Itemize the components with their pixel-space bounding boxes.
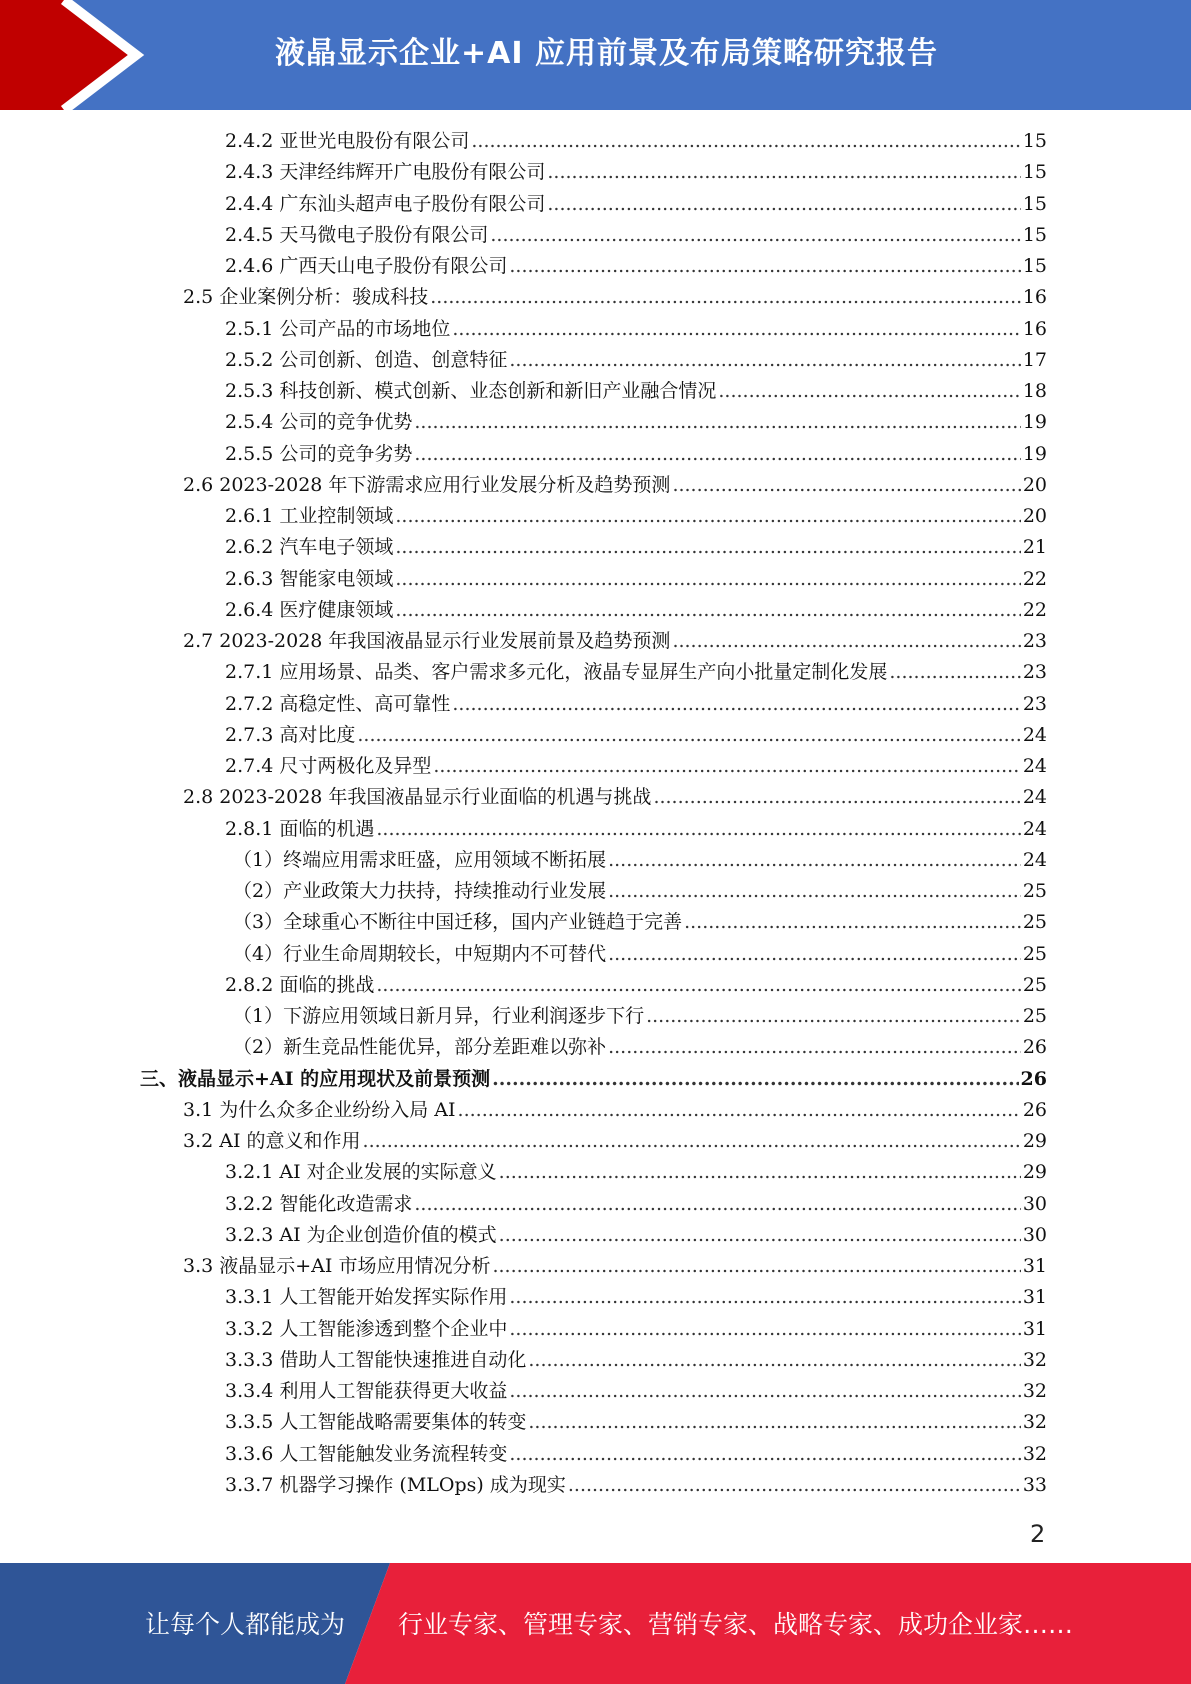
header-bar <box>0 0 1191 110</box>
toc-entry-title: 2.4.6 广西天山电子股份有限公司 <box>225 255 508 277</box>
toc-dot-leader <box>509 251 1020 282</box>
toc-dot-leader <box>499 1220 1021 1251</box>
toc-dot-leader <box>608 939 1021 970</box>
toc-dot-leader <box>414 1189 1020 1220</box>
toc-entry-title: 3.1 为什么众多企业纷纷入局 AI <box>183 1098 456 1121</box>
toc-entry-title: 3.3.3 借助人工智能快速推进自动化 <box>225 1348 527 1371</box>
toc-dot-leader <box>547 189 1020 220</box>
footer-slogan-left: 让每个人都能成为 <box>145 1610 346 1639</box>
toc-dot-leader <box>684 907 1021 938</box>
toc-entry-title: （4）行业生命周期较长，中短期内不可替代 <box>233 942 607 965</box>
toc-entry-title: 2.6.3 智能家电领域 <box>225 567 394 590</box>
toc-entry-page: 24 <box>1022 786 1047 809</box>
toc-entry-page: 15 <box>1022 130 1047 152</box>
toc-entry-page: 32 <box>1022 1442 1047 1465</box>
toc-entry[interactable] <box>225 407 1047 438</box>
toc-dot-leader <box>363 1126 1021 1157</box>
toc-dot-leader <box>509 345 1020 376</box>
toc-entry-page: 31 <box>1022 1255 1047 1277</box>
toc-entry-page: 24 <box>1022 755 1047 777</box>
toc-entry[interactable] <box>233 1001 1047 1032</box>
toc-dot-leader <box>452 314 1020 345</box>
footer-banner <box>0 1563 1191 1684</box>
toc-entry-page: 33 <box>1022 1473 1047 1496</box>
toc-dot-leader <box>672 470 1020 501</box>
toc-dot-leader <box>414 439 1020 470</box>
toc-entry[interactable] <box>225 189 1047 220</box>
toc-entry-page: 25 <box>1022 911 1047 934</box>
toc-entry[interactable] <box>225 720 1047 751</box>
toc-entry[interactable] <box>225 1439 1047 1470</box>
toc-entry-title: 2.5.2 公司创新、创造、创意特征 <box>225 348 508 371</box>
toc-entry[interactable] <box>225 1314 1047 1345</box>
toc-entry-page: 16 <box>1022 317 1047 340</box>
toc-entry-title: 2.4.3 天津经纬辉开广电股份有限公司 <box>225 161 546 184</box>
toc-entry-title: （3）全球重心不断往中国迁移，国内产业链趋于完善 <box>233 911 683 934</box>
toc-entry-page: 20 <box>1022 473 1047 496</box>
header-arrow-decoration <box>0 0 160 110</box>
toc-dot-leader <box>395 595 1020 626</box>
toc-entry-title: 2.6.2 汽车电子领域 <box>225 536 394 559</box>
toc-entry[interactable] <box>225 970 1047 1001</box>
toc-entry-title: 3.3.6 人工智能触发业务流程转变 <box>225 1442 508 1465</box>
toc-entry-page: 32 <box>1022 1348 1047 1371</box>
toc-entry-title: 3.3.7 机器学习操作 (MLOps) 成为现实 <box>225 1473 566 1496</box>
toc-entry-title: 3.3.4 利用人工智能获得更大收益 <box>225 1380 508 1402</box>
toc-entry-page: 22 <box>1022 598 1047 621</box>
toc-entry-page: 24 <box>1022 848 1047 871</box>
toc-dot-leader <box>889 657 1020 688</box>
toc-entry-title: 2.7.4 尺寸两极化及异型 <box>225 755 432 777</box>
toc-entry[interactable] <box>225 814 1047 845</box>
toc-entry-title: 3.3.5 人工智能战略需要集体的转变 <box>225 1411 527 1434</box>
toc-dot-leader <box>395 532 1020 563</box>
toc-entry-title: 2.7.2 高稳定性、高可靠性 <box>225 692 451 715</box>
toc-entry-title: 2.7.3 高对比度 <box>225 723 356 746</box>
toc-entry[interactable] <box>183 626 1047 657</box>
toc-dot-leader <box>452 689 1020 720</box>
toc-dot-leader <box>718 376 1020 407</box>
toc-entry-page: 26 <box>1022 1036 1047 1059</box>
toc-entry-page: 26 <box>1020 1067 1047 1090</box>
toc-entry-page: 25 <box>1022 880 1047 902</box>
toc-entry-title: 2.7.1 应用场景、品类、客户需求多元化，液晶专显屏生产向小批量定制化发展 <box>225 661 888 684</box>
toc-entry-page: 21 <box>1022 536 1047 559</box>
toc-dot-leader <box>528 1407 1020 1438</box>
toc-dot-leader <box>608 1032 1021 1063</box>
toc-entry-page: 16 <box>1022 286 1047 309</box>
toc-entry-page: 15 <box>1022 255 1047 277</box>
toc-entry-title: 2.4.5 天马微电子股份有限公司 <box>225 223 489 246</box>
toc-entry-title: 2.5.3 科技创新、模式创新、业态创新和新旧产业融合情况 <box>225 380 717 402</box>
toc-entry[interactable] <box>225 345 1047 376</box>
toc-entry[interactable] <box>225 595 1047 626</box>
toc-entry-page: 31 <box>1022 1317 1047 1340</box>
toc-entry[interactable] <box>225 251 1047 282</box>
toc-entry-title: 2.5.5 公司的竞争劣势 <box>225 442 413 465</box>
toc-entry-title: 3.2.2 智能化改造需求 <box>225 1192 413 1215</box>
toc-dot-leader <box>395 564 1020 595</box>
toc-entry[interactable] <box>225 314 1047 345</box>
toc-entry[interactable] <box>225 1345 1047 1376</box>
toc-entry-title: （2）产业政策大力扶持，持续推动行业发展 <box>233 880 607 902</box>
toc-entry-page: 29 <box>1022 1130 1047 1152</box>
toc-entry[interactable] <box>225 657 1047 688</box>
toc-entry-title: 2.5 企业案例分析：骏成科技 <box>183 286 429 309</box>
toc-entry[interactable] <box>183 470 1047 501</box>
toc-entry[interactable] <box>183 1251 1047 1282</box>
toc-entry[interactable] <box>233 939 1047 970</box>
toc-dot-leader <box>672 626 1020 657</box>
toc-dot-leader <box>433 751 1020 782</box>
toc-entry-title: 2.8 2023-2028 年我国液晶显示行业面临的机遇与挑战 <box>183 786 652 809</box>
toc-entry[interactable] <box>225 439 1047 470</box>
toc-entry[interactable] <box>225 1157 1047 1188</box>
toc-dot-leader <box>608 876 1021 907</box>
toc-entry[interactable] <box>225 1189 1047 1220</box>
toc-entry-page: 25 <box>1022 1005 1047 1027</box>
toc-entry[interactable] <box>183 1095 1047 1126</box>
toc-dot-leader <box>458 1095 1021 1126</box>
toc-entry-title: 3.2 AI 的意义和作用 <box>183 1130 361 1152</box>
toc-entry-page: 32 <box>1022 1411 1047 1434</box>
toc-entry-title: 3.3.1 人工智能开始发挥实际作用 <box>225 1286 508 1309</box>
toc-dot-leader <box>608 845 1021 876</box>
toc-entry-page: 15 <box>1022 192 1047 215</box>
toc-entry-title: 2.6 2023-2028 年下游需求应用行业发展分析及趋势预测 <box>183 473 671 496</box>
toc-entry[interactable] <box>140 1064 1047 1095</box>
toc-dot-leader <box>471 126 1020 157</box>
toc-entry[interactable] <box>225 1376 1047 1407</box>
toc-entry-title: 3.2.3 AI 为企业创造价值的模式 <box>225 1223 497 1246</box>
toc-entry[interactable] <box>225 126 1047 157</box>
toc-entry[interactable] <box>225 1282 1047 1313</box>
toc-entry-title: 2.6.1 工业控制领域 <box>225 505 394 527</box>
toc-entry[interactable] <box>233 1032 1047 1063</box>
toc-entry-page: 29 <box>1022 1161 1047 1184</box>
toc-entry[interactable] <box>225 501 1047 532</box>
toc-entry-page: 32 <box>1022 1380 1047 1402</box>
toc-entry[interactable] <box>183 282 1047 313</box>
toc-dot-leader <box>568 1470 1021 1501</box>
toc-entry[interactable] <box>225 220 1047 251</box>
toc-entry-page: 24 <box>1022 817 1047 840</box>
toc-dot-leader <box>492 1251 1020 1282</box>
toc-entry[interactable] <box>183 1126 1047 1157</box>
toc-dot-leader <box>430 282 1021 313</box>
toc-entry[interactable] <box>225 751 1047 782</box>
toc-entry-title: 三、液晶显示+AI 的应用现状及前景预测 <box>140 1067 491 1090</box>
toc-entry-title: 3.2.1 AI 对企业发展的实际意义 <box>225 1161 497 1184</box>
toc-entry-title: 2.4.2 亚世光电股份有限公司 <box>225 130 470 152</box>
toc-entry-page: 23 <box>1022 661 1047 684</box>
toc-dot-leader <box>547 157 1020 188</box>
toc-entry-page: 17 <box>1022 348 1047 371</box>
toc-dot-leader <box>490 220 1020 251</box>
report-title: 液晶显示企业+AI 应用前景及布局策略研究报告 <box>275 36 938 71</box>
toc-dot-leader <box>414 407 1020 438</box>
toc-entry-page: 15 <box>1022 223 1047 246</box>
toc-entry[interactable] <box>225 157 1047 188</box>
toc-entry[interactable] <box>183 782 1047 813</box>
toc-entry[interactable] <box>225 1407 1047 1438</box>
toc-entry-page: 30 <box>1022 1223 1047 1246</box>
toc-entry-title: 2.5.1 公司产品的市场地位 <box>225 317 451 340</box>
toc-dot-leader <box>509 1282 1020 1313</box>
toc-dot-leader <box>509 1376 1020 1407</box>
toc-dot-leader <box>499 1157 1021 1188</box>
toc-entry-title: 2.7 2023-2028 年我国液晶显示行业发展前景及趋势预测 <box>183 630 671 652</box>
toc-entry-title: 2.5.4 公司的竞争优势 <box>225 411 413 434</box>
toc-entry[interactable] <box>225 564 1047 595</box>
toc-entry[interactable] <box>225 532 1047 563</box>
toc-dot-leader <box>395 501 1020 532</box>
toc-entry-page: 22 <box>1022 567 1047 590</box>
toc-dot-leader <box>646 1001 1021 1032</box>
toc-dot-leader <box>528 1345 1020 1376</box>
toc-entry-page: 23 <box>1022 692 1047 715</box>
toc-entry-title: 2.6.4 医疗健康领域 <box>225 598 394 621</box>
toc-entry-title: （1）下游应用领域日新月异，行业利润逐步下行 <box>233 1005 645 1027</box>
toc-dot-leader <box>509 1314 1020 1345</box>
toc-entry-page: 23 <box>1022 630 1047 652</box>
toc-entry-page: 30 <box>1022 1192 1047 1215</box>
toc-dot-leader <box>376 814 1020 845</box>
toc-entry-title: 2.8.2 面临的挑战 <box>225 973 375 996</box>
toc-entry-page: 18 <box>1022 380 1047 402</box>
toc-dot-leader <box>357 720 1020 751</box>
toc-entry-title: （2）新生竞品性能优异，部分差距难以弥补 <box>233 1036 607 1059</box>
toc-entry-page: 15 <box>1022 161 1047 184</box>
toc-entry-title: 2.4.4 广东汕头超声电子股份有限公司 <box>225 192 546 215</box>
toc-entry-page: 24 <box>1022 723 1047 746</box>
toc-entry-page: 20 <box>1022 505 1047 527</box>
footer-slogan-right: 行业专家、管理专家、营销专家、战略专家、成功企业家…… <box>398 1610 1074 1639</box>
toc-entry-title: 3.3 液晶显示+AI 市场应用情况分析 <box>183 1255 491 1277</box>
toc-entry-page: 19 <box>1022 442 1047 465</box>
toc-dot-leader <box>653 782 1020 813</box>
toc-entry[interactable] <box>225 1220 1047 1251</box>
toc-dot-leader <box>509 1439 1020 1470</box>
toc-entry-page: 31 <box>1022 1286 1047 1309</box>
toc-entry[interactable] <box>225 376 1047 407</box>
toc-entry-page: 25 <box>1022 942 1047 965</box>
toc-entry-title: 2.8.1 面临的机遇 <box>225 817 375 840</box>
toc-entry-page: 25 <box>1022 973 1047 996</box>
toc-dot-leader <box>492 1064 1018 1095</box>
toc-entry-page: 19 <box>1022 411 1047 434</box>
toc-entry[interactable] <box>233 907 1047 938</box>
toc-entry-page: 26 <box>1022 1098 1047 1121</box>
toc-entry[interactable] <box>225 689 1047 720</box>
toc-dot-leader <box>376 970 1020 1001</box>
toc-entry[interactable] <box>225 1470 1047 1501</box>
toc-entry[interactable] <box>233 876 1047 907</box>
toc-entry-title: （1）终端应用需求旺盛，应用领域不断拓展 <box>233 848 607 871</box>
toc-entry-title: 3.3.2 人工智能渗透到整个企业中 <box>225 1317 508 1340</box>
page-number: 2 <box>1030 1520 1046 1548</box>
toc-entry[interactable] <box>233 845 1047 876</box>
